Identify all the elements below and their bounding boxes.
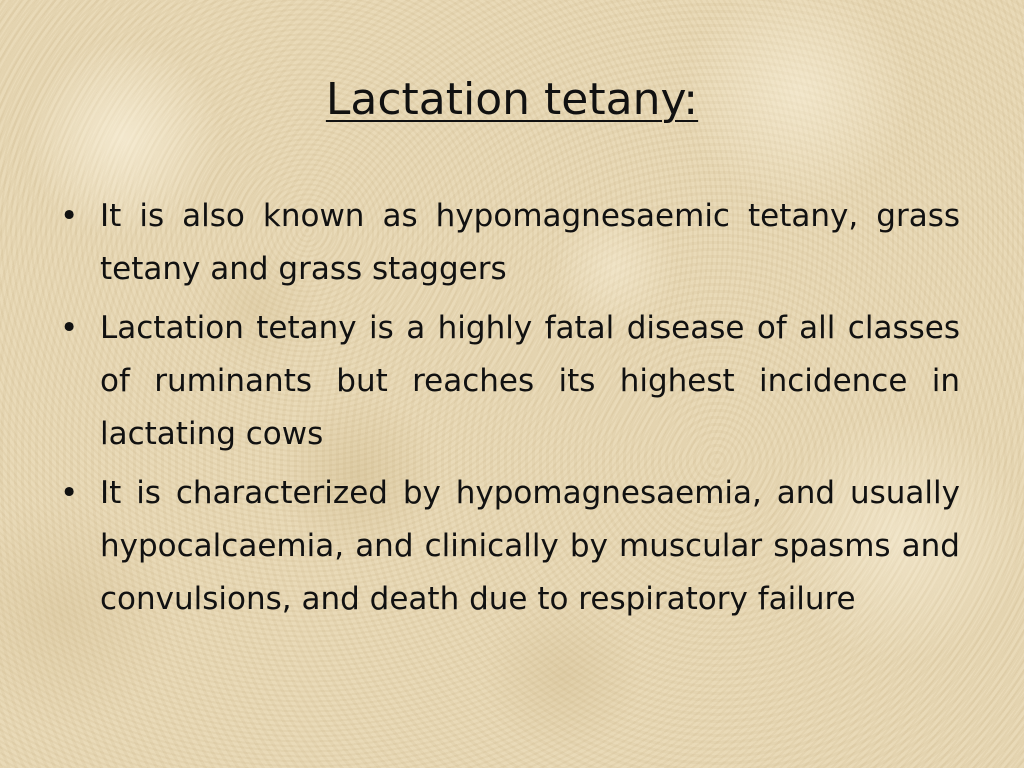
slide-title-text: Lactation tetany:	[325, 74, 699, 125]
bullet-text: It is characterized by hypomagnesaemia, and usually hypocalcaemia, and clinically by muscular spasms and convulsions, and death due to respiratory failure	[100, 475, 960, 617]
bullet-marker: •	[60, 475, 79, 511]
bullet-item	[60, 467, 960, 626]
bullet-marker: •	[60, 198, 79, 234]
bullet-marker: •	[60, 310, 79, 346]
bullet-list	[60, 190, 960, 632]
bullet-text: Lactation tetany is a highly fatal disease of all classes of ruminants but reaches its highest incidence in lactating cows	[100, 310, 960, 452]
bullet-text: It is also known as hypomagnesaemic tetany, grass tetany and grass staggers	[100, 198, 960, 287]
bullet-item	[60, 190, 960, 296]
bullet-item	[60, 302, 960, 461]
slide-title	[0, 70, 1024, 130]
